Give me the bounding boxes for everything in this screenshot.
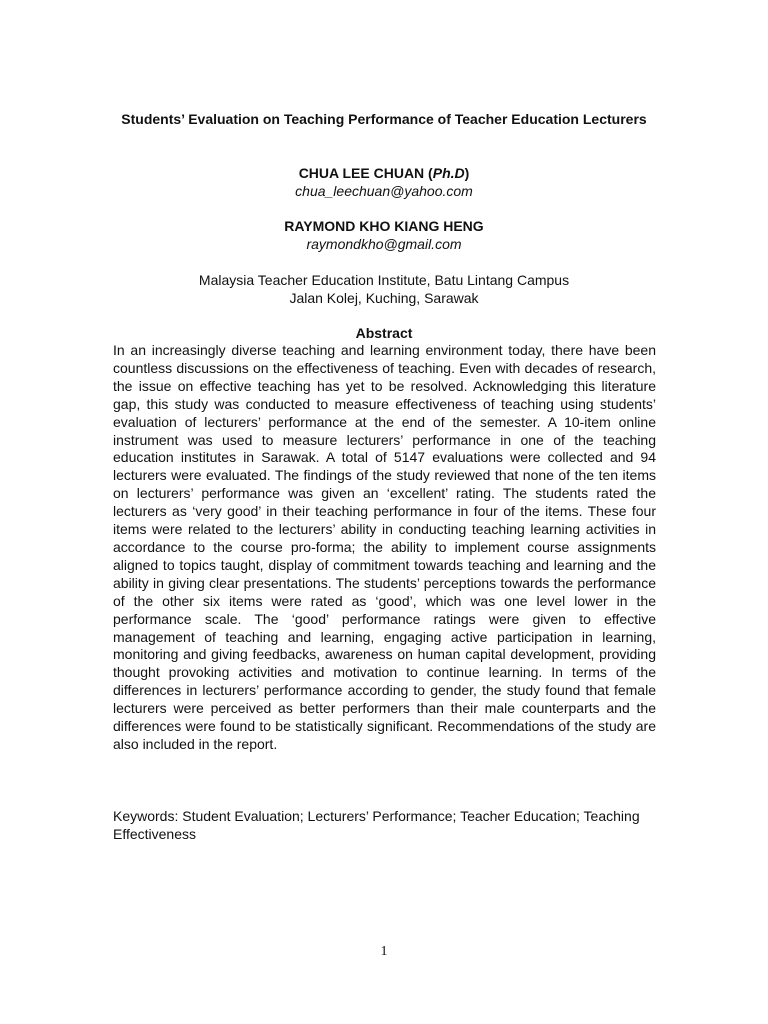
abstract-body: In an increasingly diverse teaching and learning environment today, there have been countless discussions on the effectiveness of teaching. Even with decades of research, the issue on effective teaching has yet to be resolved. Acknowledging this literature gap, this study was conducted to measure effectiveness of teaching using students’ evaluation of lecturers’ performance at the end of the semester. A 10-item online instrument was used to measure lecturers’ performance in one of the teaching education institutes in Sarawak. A total of 5147 evaluations were collected and 94 lecturers were evaluated. The findings of the study reviewed that none of the ten items on lecturers’ performance was given an ‘excellent’ rating. The students rated the lecturers as ‘very good’ in their teaching performance in four of the items. These four items were related to the lecturers’ ability in conducting teaching learning activities in accordance to the course pro-forma; the ability to implement course assignments aligned to topics taught, display of commitment towards teaching and learning and the ability in giving clear presentations. The students’ perceptions towards the performance of the other six items were rated as ‘good’, which was one level lower in the performance scale. The ‘good’ performance ratings were given to effective management of teaching and learning, engaging active participation in learning, monitoring and giving feedbacks, awareness on human capital development, providing thought provoking activities and motivation to continue learning. In terms of the differences in lecturers’ performance according to gender, the study found that female lecturers were perceived as better performers than their male counterparts and the differences were found to be statistically significant. Recommendations of the study are also included in the report. <box>113 342 656 752</box>
author-degree-1: Ph.D <box>432 165 465 181</box>
paper-title: Students’ Evaluation on Teaching Performance of Teacher Education Lecturers <box>121 111 647 127</box>
author-name-1-close: ) <box>464 165 470 181</box>
affiliation-line-2: Jalan Kolej, Kuching, Sarawak <box>289 290 479 306</box>
author-email-2: raymondkho@gmail.com <box>306 236 462 252</box>
author-email-1: chua_leechuan@yahoo.com <box>295 183 473 199</box>
affiliation-line-1: Malaysia Teacher Education Institute, Batu Lintang Campus <box>198 272 570 288</box>
affiliation <box>112 271 656 307</box>
author-name-1-text: CHUA LEE CHUAN ( <box>298 165 433 181</box>
keywords-label: Keywords: <box>113 808 179 824</box>
author-name-1 <box>112 164 656 182</box>
keywords-text: Student Evaluation; Lecturers’ Performance; Teacher Education; Teaching Effectiveness <box>113 808 640 842</box>
abstract-heading: Abstract <box>355 325 413 341</box>
author-name-2: RAYMOND KHO KIANG HENG <box>284 218 484 234</box>
keywords <box>113 807 656 843</box>
page-number: 1 <box>380 944 388 959</box>
